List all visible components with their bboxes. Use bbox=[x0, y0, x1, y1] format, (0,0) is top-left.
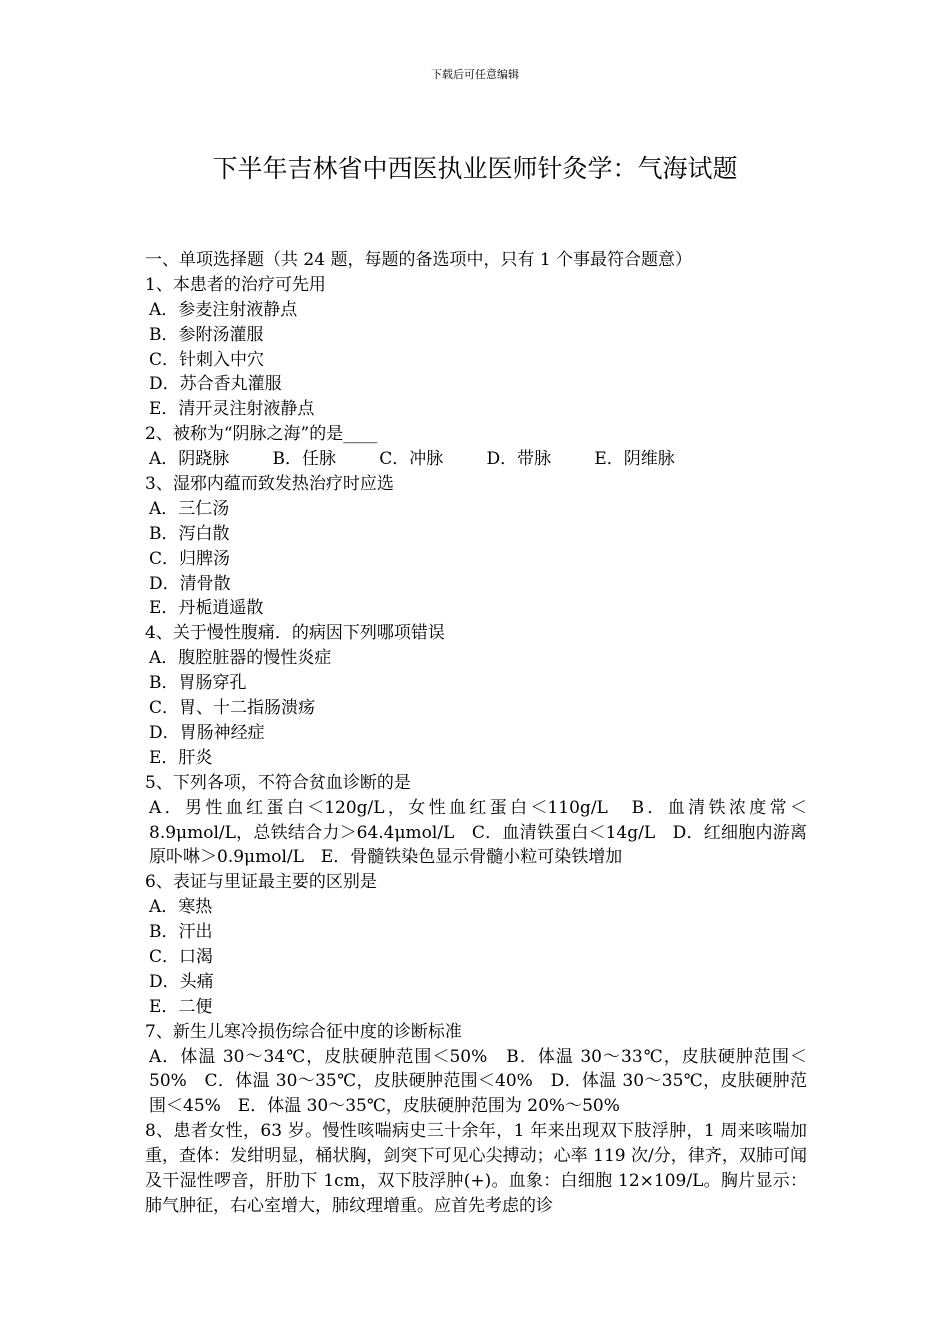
question-stem: 6、表证与里证最主要的区别是 bbox=[145, 872, 377, 893]
option-b: B．汗出 bbox=[149, 922, 213, 943]
option-e: E．二便 bbox=[149, 996, 213, 1017]
option-b: B．参附汤灌服 bbox=[149, 324, 264, 345]
option-b: B．胃肠穿孔 bbox=[149, 673, 247, 694]
option-c: C．胃、十二指肠溃疡 bbox=[149, 698, 316, 719]
option-a: A．寒热 bbox=[149, 897, 213, 918]
question-6 bbox=[145, 870, 807, 1019]
question-list bbox=[145, 248, 807, 1219]
option-e: E．清开灵注射液静点 bbox=[149, 399, 315, 420]
question-1 bbox=[145, 273, 807, 422]
question-stem: 3、湿邪内蕴而致发热治疗时应选 bbox=[145, 474, 394, 495]
option-e: E．肝炎 bbox=[149, 747, 213, 768]
option-b: B．泻白散 bbox=[149, 523, 230, 544]
options-paragraph: A．男性血红蛋白＜120g/L，女性血红蛋白＜110g/L B．血清铁浓度常＜8.9μmol/L，总铁结合力＞64.4μmol/L C．血清铁蛋白＜14g/L D．红细胞内游离原卟啉＞0.9μmol/L E．骨髓铁染色显示骨髓小粒可染铁增加 bbox=[149, 797, 807, 868]
option-d: D．头痛 bbox=[149, 971, 214, 992]
header-note: 下载后可任意编辑 bbox=[431, 68, 519, 81]
question-stem: 5、下列各项，不符合贫血诊断的是 bbox=[145, 772, 411, 793]
option-c: C．针刺入中穴 bbox=[149, 349, 265, 370]
option-a: A．参麦注射液静点 bbox=[149, 299, 298, 320]
question-4 bbox=[145, 621, 807, 770]
option-e: E．丹栀逍遥散 bbox=[149, 598, 264, 619]
question-stem: 4、关于慢性腹痛．的病因下列哪项错误 bbox=[145, 623, 445, 644]
question-stem: 7、新生儿寒冷损伤综合征中度的诊断标准 bbox=[145, 1021, 462, 1042]
question-2 bbox=[145, 422, 807, 472]
question-3 bbox=[145, 472, 807, 621]
question-stem: 2、被称为“阴脉之海”的是____ bbox=[145, 424, 378, 445]
option-a: A．腹腔脏器的慢性炎症 bbox=[149, 648, 332, 669]
options-paragraph: A．体温 30～34℃，皮肤硬肿范围＜50% B．体温 30～33℃，皮肤硬肿范围＜50% C．体温 30～35℃，皮肤硬肿范围＜40% D．体温 30～35℃，皮肤硬肿范围＜45% E．体温 30～35℃，皮肤硬肿范围为 20%～50% bbox=[149, 1046, 807, 1117]
question-stem: 1、本患者的治疗可先用 bbox=[145, 274, 326, 295]
option-a: A．三仁汤 bbox=[149, 498, 230, 519]
question-stem: 8、患者女性，63 岁。慢性咳喘病史三十余年，1 年来出现双下肢浮肿，1 周来咳喘加重，查体：发绀明显，桶状胸，剑突下可见心尖搏动；心率 119 次/分，律齐，双肺可闻及干湿性啰音，肝肋下 1cm，双下肢浮肿(+)。血象：白细胞 12×109/L。胸片显示：肺气肿征，右心室增大，肺纹理增重。应首先考虑的诊 bbox=[145, 1121, 807, 1216]
section-heading: 一、单项选择题（共 24 题，每题的备选项中，只有 1 个事最符合题意） bbox=[145, 250, 693, 270]
option-c: C．归脾汤 bbox=[149, 548, 231, 569]
option-d: D．清骨散 bbox=[149, 573, 231, 594]
option-d: D．苏合香丸灌服 bbox=[149, 374, 282, 395]
option-c: C．口渴 bbox=[149, 946, 214, 967]
question-5 bbox=[145, 771, 807, 871]
page-title: 下半年吉林省中西医执业医师针灸学：气海试题 bbox=[212, 154, 738, 183]
option-d: D．胃肠神经症 bbox=[149, 722, 265, 743]
question-7 bbox=[145, 1020, 807, 1120]
inline-options: A．阴跷脉 B．任脉 C．冲脉 D．带脉 E．阴维脉 bbox=[149, 449, 675, 470]
question-8 bbox=[145, 1119, 807, 1219]
